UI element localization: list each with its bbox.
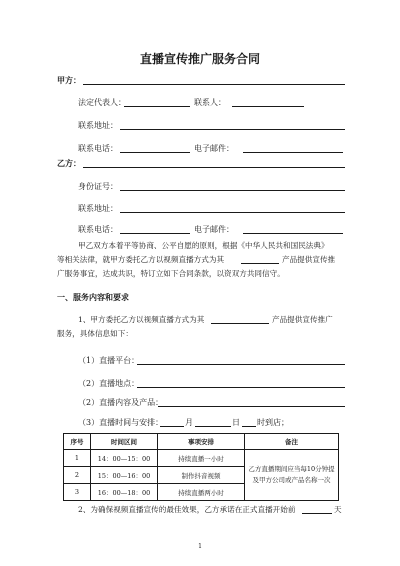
party-a-email-field[interactable]: [243, 152, 343, 153]
item-2-line-b: 天: [334, 505, 342, 514]
party-b-phone-label: 联系电话：: [78, 225, 118, 234]
item-1-line-a: 1、甲方委托乙方以视频直播方式为其: [78, 315, 205, 324]
table-header-row: [64, 434, 339, 450]
id-number-field[interactable]: [120, 190, 345, 191]
row-task: 制作抖音视频: [158, 467, 245, 484]
intro-line-2b: 产品提供宣传推: [282, 255, 336, 264]
section-1-heading: 一、服务内容和要求: [57, 292, 129, 302]
intro-line-3: 广服务事宜，达成共识，特订立如下合同条款，以资双方共同信守。: [57, 269, 285, 278]
party-a-contact-label: 联系人：: [194, 98, 226, 107]
row-time: 16：00—18：00: [91, 484, 158, 501]
item-2-line-a: 2、为确保视频直播宣传的最佳效果，乙方承诺在正式直播开始前: [78, 505, 296, 514]
party-b-email-field[interactable]: [243, 233, 343, 234]
location-label: （2）直播地点：: [78, 379, 140, 388]
row-task: 持续直播一小时: [158, 450, 245, 467]
party-b-label: 乙方：: [57, 158, 81, 168]
month-unit: 月: [185, 418, 193, 427]
item-1-line-c: 服务，具体信息如下：: [57, 329, 133, 338]
schedule-label: （3）直播时间与安排：: [78, 418, 164, 427]
col-header-task: 事项安排: [158, 434, 245, 450]
party-b-phone-field[interactable]: [120, 233, 190, 234]
day-field[interactable]: [195, 426, 231, 427]
party-b-address-label: 联系地址：: [78, 204, 118, 213]
row-no: 1: [64, 450, 91, 467]
item-1-line-b: 产品提供宣传推广: [272, 315, 333, 324]
legal-rep-label: 法定代表人：: [78, 98, 126, 107]
col-header-no: 序号: [64, 434, 91, 450]
row-note: 乙方直播期间应当每10分钟提及甲方公司或产品名称一次: [245, 450, 339, 501]
col-header-note: 备注: [245, 434, 339, 450]
intro-line-2a: 等相关法律，就甲方委托乙方以视频直播方式为其: [57, 255, 225, 264]
party-a-email-label: 电子邮件：: [194, 144, 234, 153]
month-field[interactable]: [160, 426, 184, 427]
content-field[interactable]: [158, 406, 345, 407]
content-label: （2）直播内容及产品：: [78, 398, 164, 407]
legal-rep-field[interactable]: [124, 106, 190, 107]
row-time: 15：00—16：00: [91, 467, 158, 484]
party-a-label: 甲方：: [57, 75, 81, 85]
id-number-label: 身份证号：: [78, 182, 118, 191]
party-b-address-field[interactable]: [120, 212, 345, 213]
contract-title: 直播宣传推广服务合同: [139, 52, 260, 66]
party-a-address-label: 联系地址：: [78, 121, 118, 130]
schedule-table: [63, 433, 339, 501]
page-number: 1: [198, 543, 202, 550]
party-b-field[interactable]: [83, 167, 345, 168]
intro-line-1: 甲乙双方本着平等协商、公平自愿的原则，根据《中华人民共和国民法典》: [78, 241, 329, 250]
row-no: 3: [64, 484, 91, 501]
day-unit: 日: [232, 418, 240, 427]
party-b-email-label: 电子邮件：: [194, 225, 234, 234]
row-time: 14：00—15：00: [91, 450, 158, 467]
platform-field[interactable]: [137, 364, 345, 365]
platform-label: （1）直播平台：: [78, 356, 140, 365]
item-2-days-field[interactable]: [302, 513, 332, 514]
party-a-phone-field[interactable]: [120, 152, 190, 153]
party-a-phone-label: 联系电话：: [78, 144, 118, 153]
party-a-contact-field[interactable]: [232, 106, 304, 107]
table-row: [64, 450, 339, 467]
col-header-time: 时间区间: [91, 434, 158, 450]
intro-product-field[interactable]: [241, 263, 279, 264]
party-a-address-field[interactable]: [120, 129, 345, 130]
item-1-product-field[interactable]: [211, 323, 269, 324]
location-field[interactable]: [137, 387, 345, 388]
arrival-text: 时到店；: [257, 418, 289, 427]
row-no: 2: [64, 467, 91, 484]
hour-field[interactable]: [242, 426, 256, 427]
party-a-field[interactable]: [83, 84, 345, 85]
row-task: 持续直播两小时: [158, 484, 245, 501]
